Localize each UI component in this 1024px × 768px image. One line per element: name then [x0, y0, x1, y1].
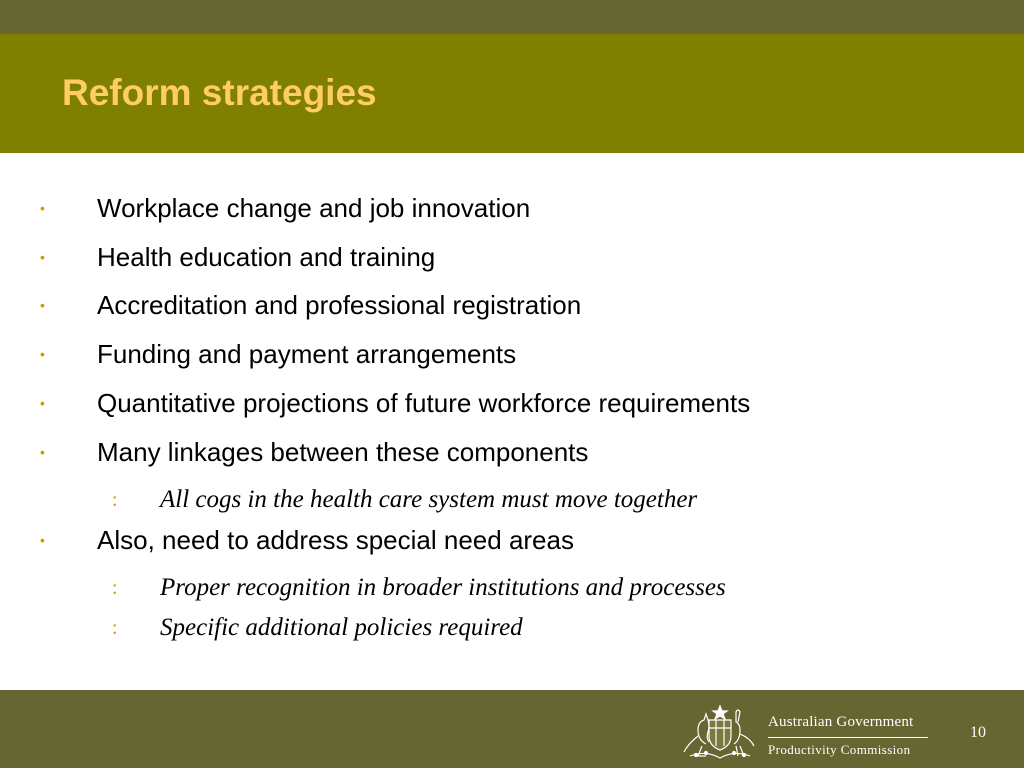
bullet-marker: •: [40, 395, 45, 411]
bullet-text: Workplace change and job innovation: [97, 193, 531, 223]
bullet-marker: •: [40, 444, 45, 460]
bullet-item: [0, 285, 1024, 325]
organisation-name: Productivity Commission: [768, 742, 911, 757]
bullet-text: Many linkages between these components: [97, 437, 589, 467]
sub-bullet-text: Specific additional policies required: [160, 614, 523, 641]
bullet-item: [0, 432, 1024, 472]
coat-of-arms-icon: [676, 700, 764, 762]
government-logo: [676, 700, 932, 762]
bullet-text: Quantitative projections of future workforce requirements: [97, 388, 751, 418]
bullet-text: Accreditation and professional registration: [97, 290, 582, 320]
bullet-marker: •: [40, 297, 45, 313]
bullet-text: Health education and training: [97, 242, 436, 272]
sub-bullet-text: All cogs in the health care system must move together: [160, 486, 698, 513]
bullet-text: Also, need to address special need areas: [97, 525, 574, 555]
government-name: Australian Government: [768, 714, 914, 730]
bullet-item: [0, 383, 1024, 423]
bullet-marker: •: [40, 249, 45, 265]
sub-bullet-marker: :: [112, 489, 118, 511]
bullet-item: [0, 237, 1024, 277]
sub-bullet-marker: :: [112, 577, 118, 599]
bullet-marker: •: [40, 346, 45, 362]
sub-bullet-item: [0, 608, 1024, 648]
bullet-item: [0, 520, 1024, 560]
sub-bullet-item: [0, 480, 1024, 520]
sub-bullet-item: [0, 568, 1024, 608]
bullet-text: Funding and payment arrangements: [97, 339, 517, 369]
sub-bullet-text: Proper recognition in broader institutions and processes: [160, 574, 726, 601]
bullet-item: [0, 188, 1024, 228]
bullet-marker: •: [40, 200, 45, 216]
logo-divider: [768, 737, 928, 738]
bullet-item: [0, 334, 1024, 374]
bullet-marker: •: [40, 532, 45, 548]
page-number: 10: [970, 724, 986, 741]
sub-bullet-marker: :: [112, 617, 118, 639]
slide-title: Reform strategies: [62, 72, 377, 113]
